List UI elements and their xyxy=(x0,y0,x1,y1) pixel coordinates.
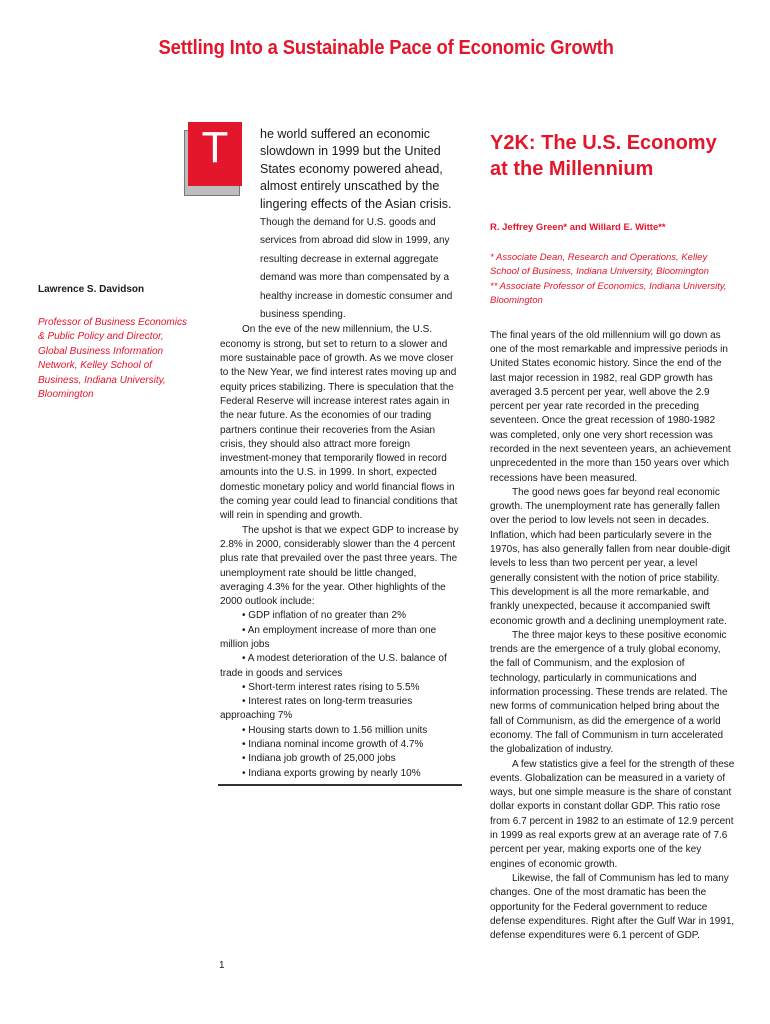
article-authors: R. Jeffrey Green* and Willard E. Witte** xyxy=(490,222,666,233)
dropcap-letter: T xyxy=(188,122,242,186)
outlook-bullet: • A modest deterioration of the U.S. balance of trade in goods and services xyxy=(220,653,447,679)
middle-article-column xyxy=(220,126,461,781)
author-affiliation: Professor of Business Economics & Public Policy and Director, Global Business Information Network, Kelley School of Business, Indiana University, Bloomington xyxy=(38,317,187,401)
left-author-block xyxy=(38,284,188,402)
body-paragraph: Likewise, the fall of Communism has led to many changes. One of the most dramatic has been the opportunity for the Federal government to reduce defense expenditures. Right after the Gulf War in 1991, defense expenditures were 6.1 percent of GDP. xyxy=(490,872,735,942)
affiliation-line: * Associate Dean, Research and Operations, Kelley School of Business, Indiana University, Bloomington xyxy=(490,252,709,278)
right-article-column xyxy=(490,130,735,943)
outlook-bullet: • Indiana exports growing by nearly 10% xyxy=(242,767,421,779)
article-title: Y2K: The U.S. Economy at the Millennium xyxy=(490,132,717,180)
body-paragraph: The final years of the old millennium will go down as one of the most remarkable and impressive periods in United States economic history. Since the end of the last major recession in 1982, real GDP growth has averaged 3.5 percent per year, well above the 2.9 percent per year rate recorded in the preceding seventeen. Once the great recession of 1980-1982 was completed, only one very short recession was recorded in the next seventeen years, an achievement unprecedented in the more than 150 years over which recessions have been measured. xyxy=(490,329,731,484)
lead-text: he world suffered an economic slowdown in 1999 but the United States economy powered ahead, almost entirely unscathed by the lingering effects of the Asian crisis. xyxy=(260,127,452,211)
outlook-bullet: • Short-term interest rates rising to 5.5% xyxy=(242,681,420,693)
page-title: Settling Into a Sustainable Pace of Economic Growth xyxy=(158,36,614,59)
lead-tail-text: Though the demand for U.S. goods and services from abroad did slow in 1999, any resulting decrease in external aggregate demand was more than compensated by a healthy increase in domestic consumer and business spending. xyxy=(260,217,453,321)
outlook-bullet: • An employment increase of more than one million jobs xyxy=(220,624,437,650)
body-paragraph: The three major keys to these positive economic trends are the emergence of a truly global economy, the fall of Communism, and the explosion of technology, particularly in communications and information processing. These trends are related. The new forms of communication helped bring about the fall of Communism, as did the emergence of a world economy. The fall of Communism in turn accelerated the globalization of industry. xyxy=(490,629,728,756)
outlook-bullet: • Indiana nominal income growth of 4.7% xyxy=(242,739,424,751)
page-number: 1 xyxy=(219,960,225,971)
outlook-bullet: • Housing starts down to 1.56 million units xyxy=(242,724,428,736)
body-paragraph: The good news goes far beyond real economic growth. The unemployment rate has generally fallen over the period to low levels not seen in decades. Inflation, which had been particularly severe in the 1970s, has also generally fallen from near double-digit levels to less than two percent per year, a level generally consistent with the notion of price stability. This development is all the more remarkable, and frankly unexpected, because it accompanied swift economic growth and a declining unemployment rate. xyxy=(490,486,731,627)
author-name: Lawrence S. Davidson xyxy=(38,284,145,295)
outlook-bullet: • Interest rates on long-term treasuries approaching 7% xyxy=(220,696,413,722)
column-end-rule xyxy=(218,784,462,786)
body-paragraph: The upshot is that we expect GDP to increase by 2.8% in 2000, considerably slower than the 4 percent plus rate that prevailed over the past three years. The unemployment rate should be little changed, averaging 4.3% for the year. Other highlights of the 2000 outlook include: xyxy=(220,524,459,608)
outlook-bullet: • GDP inflation of no greater than 2% xyxy=(242,610,406,622)
article-body xyxy=(490,329,735,944)
body-paragraph: On the eve of the new millennium, the U.S. economy is strong, but set to return to a slower and more sustainable pace of growth. As we move closer to the New Year, we find interest rates moving up and equity prices stabilizing. There is speculation that the Federal Reserve will increase interest rates again in the near future. As the economies of our trading partners continue their recoveries from the Asian crisis, they should also attract more foreign investment-money that temporarily flowed in record amounts into the U.S. in 1999. In short, expected domestic monetary policy and world financial flows in the coming year could lead to financial conditions that will rein in spending and growth. xyxy=(220,324,458,522)
article-affiliations xyxy=(490,251,735,309)
lead-paragraph xyxy=(260,126,461,323)
affiliation-line: ** Associate Professor of Economics, Indiana University, Bloomington xyxy=(490,280,727,307)
outlook-bullet: • Indiana job growth of 25,000 jobs xyxy=(242,753,396,765)
body-paragraph: A few statistics give a feel for the strength of these events. Globalization can be measured in a variety of ways, but one simple measure is the share of constant dollar exports in constant dollar GDP. This ratio rose from 6.7 percent in 1982 to an estimate of 12.9 percent in 1999 as real exports grew at an average rate of 7.6 percent per year, making exports one of the key engines of economic growth. xyxy=(490,758,735,870)
